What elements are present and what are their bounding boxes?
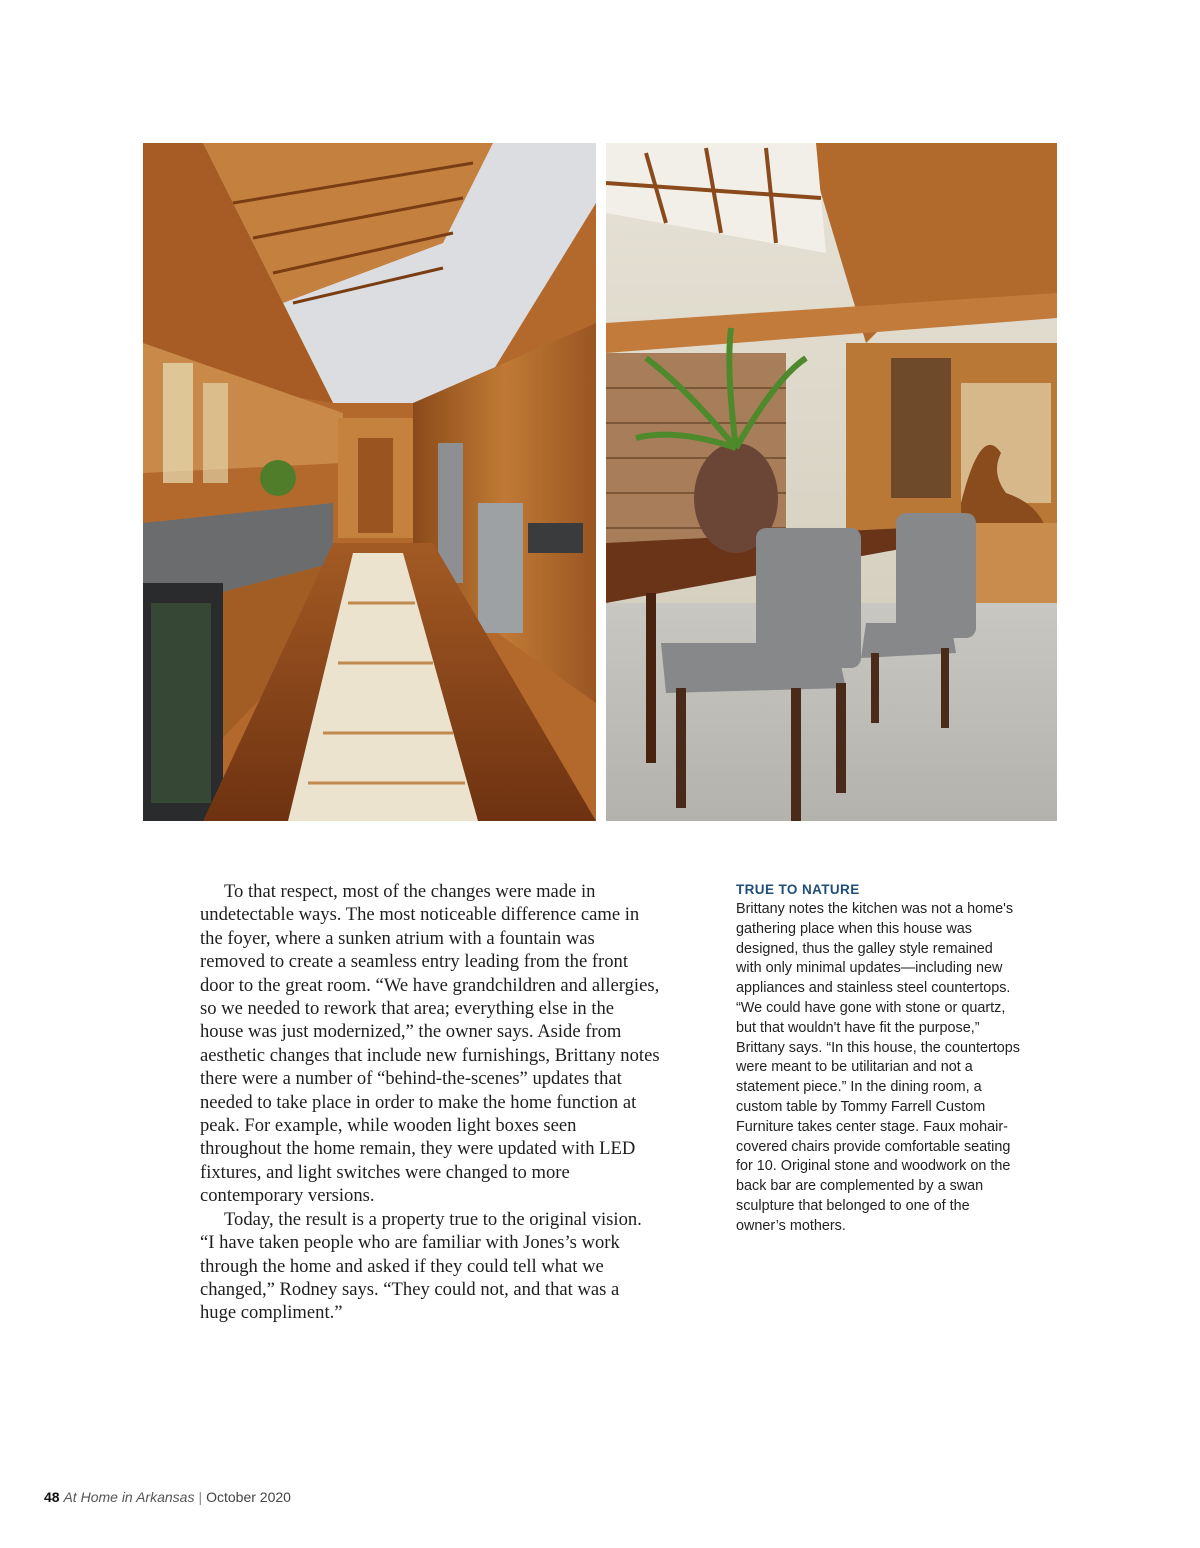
page-footer <box>44 1489 291 1505</box>
publication-name: At Home in Arkansas <box>63 1489 195 1505</box>
article-paragraph: Today, the result is a property true to the original vision. “I have taken people who are familiar with Jones’s work through the home and asked if they could tell what we changed,” Rodney says. “They could not, and that was a huge compliment.” <box>200 1208 642 1324</box>
sidebar <box>736 880 1021 1237</box>
article-paragraph: To that respect, most of the changes were made in undetectable ways. The most noticeable difference came in the foyer, where a sunken atrium with a fountain was removed to create a seamless entry leading from the front door to the great room. “We have grandchildren and allergies, so we needed to rework that area; everything else in the house was just modernized,” the owner says. Aside from aesthetic changes that include new furnishings, Brittany notes there were a number of “behind-the-scenes” updates that needed to take place in order to make the home function at peak. For example, while wooden light boxes seen throughout the home remain, they were updated with LED fixtures, and light switches were changed to more contemporary versions. <box>200 881 660 1207</box>
dining-room-photo-icon <box>606 143 1057 821</box>
article-body <box>200 880 660 1325</box>
dining-room-photo <box>606 143 1057 821</box>
footer-separator: | <box>198 1489 203 1505</box>
issue-date: October 2020 <box>206 1489 291 1505</box>
page-number: 48 <box>44 1489 60 1505</box>
kitchen-photo <box>143 143 596 821</box>
sidebar-text: Brittany notes the kitchen was not a home's gathering place when this house was designed, thus the galley style remained with only minimal updates—including new appliances and stainless steel countertops. “We could have gone with stone or quartz, but that wouldn't have fit the purpose,” Brittany says. “In this house, the countertops were meant to be utilitarian and not a statement piece.” In the dining room, a custom table by Tommy Farrell Custom Furniture takes center stage. Faux mohair-covered chairs provide comfortable seating for 10. Original stone and woodwork on the back bar are complemented by a swan sculpture that belonged to one of the owner’s mothers. <box>736 901 1020 1234</box>
sidebar-heading: TRUE TO NATURE <box>736 882 860 897</box>
kitchen-photo-icon <box>143 143 596 821</box>
